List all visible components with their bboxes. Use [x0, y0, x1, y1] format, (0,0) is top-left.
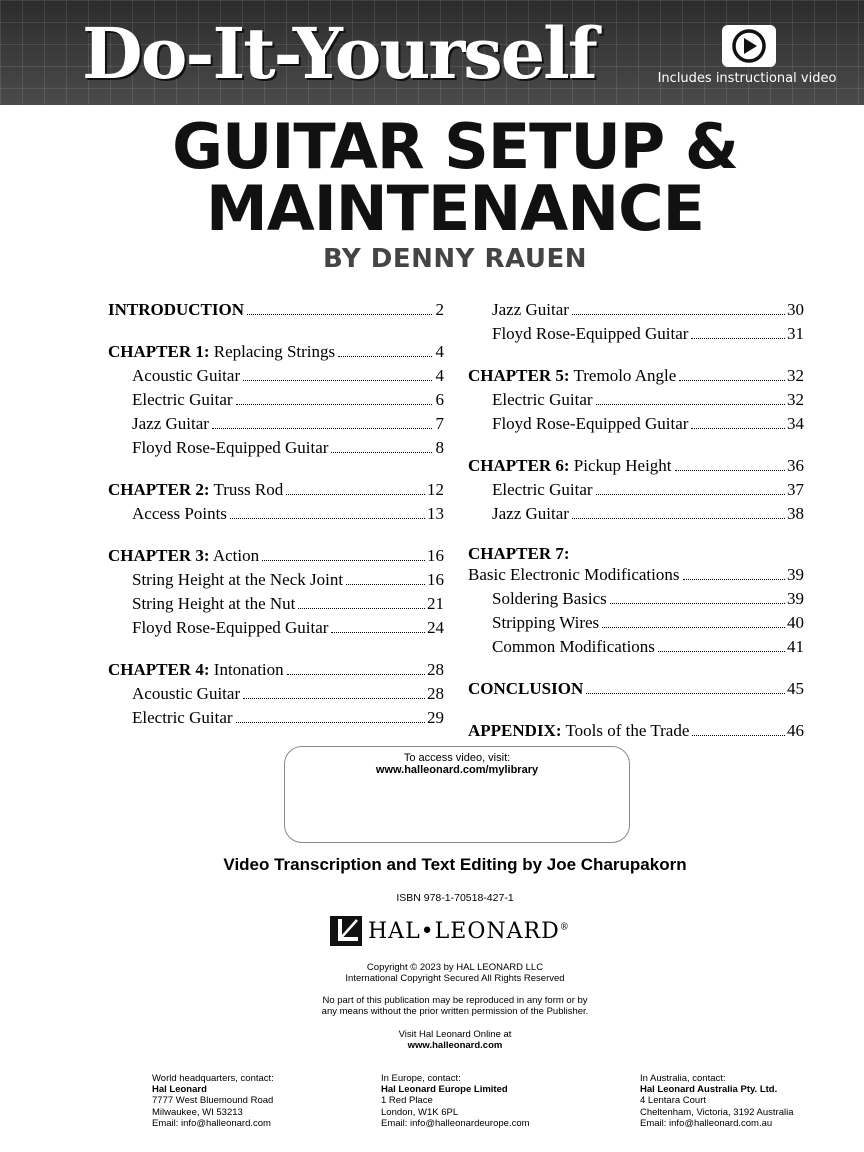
address-europe: In Europe, contact: Hal Leonard Europe Limited 1 Red Place London, W1K 6PL Email: info@halleonardeurope.com: [381, 1073, 530, 1129]
isbn: ISBN 978-1-70518-427-1: [396, 892, 514, 904]
credit-line: Video Transcription and Text Editing by Joe Charupakorn: [223, 855, 687, 874]
toc-subentry: Common Modifications 41: [492, 637, 804, 656]
rights-notice: No part of this publication may be reproduced in any form or by any means without the prior written permission of the Publisher.: [321, 995, 589, 1017]
header-banner: [0, 0, 864, 105]
toc-entry-chapter-1: CHAPTER 1: Replacing Strings 4: [108, 342, 444, 361]
logo-text: HAL•LEONARD®: [368, 918, 570, 944]
hal-leonard-logo-icon: [330, 916, 362, 946]
toc-subentry: Electric Guitar 6: [132, 390, 444, 409]
toc-subentry: Jazz Guitar 7: [132, 414, 444, 433]
title-line-1: GUITAR SETUP &: [172, 110, 738, 183]
toc-subentry: Access Points 13: [132, 504, 444, 523]
toc-entry-chapter-4: CHAPTER 4: Intonation 28: [108, 660, 444, 679]
title-line-2: MAINTENANCE: [206, 172, 704, 245]
toc-entry-chapter-7-prefix: CHAPTER 7:: [468, 544, 570, 563]
video-access-box: [284, 746, 630, 843]
online-note: Visit Hal Leonard Online at www.halleonard.com: [0, 1029, 864, 1051]
online-url[interactable]: www.halleonard.com: [407, 1040, 503, 1051]
toc-subentry: Floyd Rose-Equipped Guitar 8: [132, 438, 444, 457]
toc-entry-conclusion: CONCLUSION 45: [468, 679, 804, 698]
play-icon: [722, 25, 776, 67]
toc-right-column: [468, 298, 804, 743]
toc-subentry: String Height at the Nut 21: [132, 594, 444, 613]
toc-subentry: Electric Guitar 37: [492, 480, 804, 499]
author-line: BY DENNY RAUEN: [323, 244, 587, 274]
access-url[interactable]: www.halleonard.com/mylibrary: [375, 764, 539, 776]
publisher-logo: [330, 915, 570, 947]
toc-subentry: Acoustic Guitar 28: [132, 684, 444, 703]
toc-entry-chapter-5: CHAPTER 5: Tremolo Angle 32: [468, 366, 804, 385]
copyright: Copyright © 2023 by HAL LEONARD LLC International Copyright Secured All Rights Reserved: [345, 962, 565, 984]
toc-subentry: Acoustic Guitar 4: [132, 366, 444, 385]
series-title: Do-It-Yourself: [82, 12, 596, 95]
video-note: Includes instructional video: [657, 71, 837, 86]
address-world-hq: World headquarters, contact: Hal Leonard 7777 West Bluemound Road Milwaukee, WI 53213 Email: info@halleonard.com: [152, 1073, 274, 1129]
toc-subentry: Jazz Guitar 30: [492, 300, 804, 319]
toc-subentry: String Height at the Neck Joint 16: [132, 570, 444, 589]
address-australia: In Australia, contact: Hal Leonard Australia Pty. Ltd. 4 Lentara Court Cheltenham, Victoria, 3192 Australia Email: info@halleonard.com.au: [640, 1073, 794, 1129]
toc-left-column: [108, 298, 444, 730]
toc-entry-chapter-3: CHAPTER 3: Action 16: [108, 546, 444, 565]
toc-entry-chapter-7: Basic Electronic Modifications 39: [468, 565, 804, 584]
toc-entry-introduction: INTRODUCTION 2: [108, 300, 444, 319]
toc-subentry: Floyd Rose-Equipped Guitar 34: [492, 414, 804, 433]
toc-subentry: Jazz Guitar 38: [492, 504, 804, 523]
toc-subentry: Stripping Wires 40: [492, 613, 804, 632]
book-title: [0, 110, 864, 245]
toc-subentry: Electric Guitar 32: [492, 390, 804, 409]
toc-entry-chapter-6: CHAPTER 6: Pickup Height 36: [468, 456, 804, 475]
toc-subentry: Electric Guitar 29: [132, 708, 444, 727]
toc-subentry: Floyd Rose-Equipped Guitar 24: [132, 618, 444, 637]
access-instructions: To access video, visit:: [403, 752, 511, 764]
toc-entry-appendix: APPENDIX: Tools of the Trade 46: [468, 721, 804, 740]
toc-subentry: Soldering Basics 39: [492, 589, 804, 608]
toc-entry-chapter-2: CHAPTER 2: Truss Rod 12: [108, 480, 444, 499]
toc-subentry: Floyd Rose-Equipped Guitar 31: [492, 324, 804, 343]
